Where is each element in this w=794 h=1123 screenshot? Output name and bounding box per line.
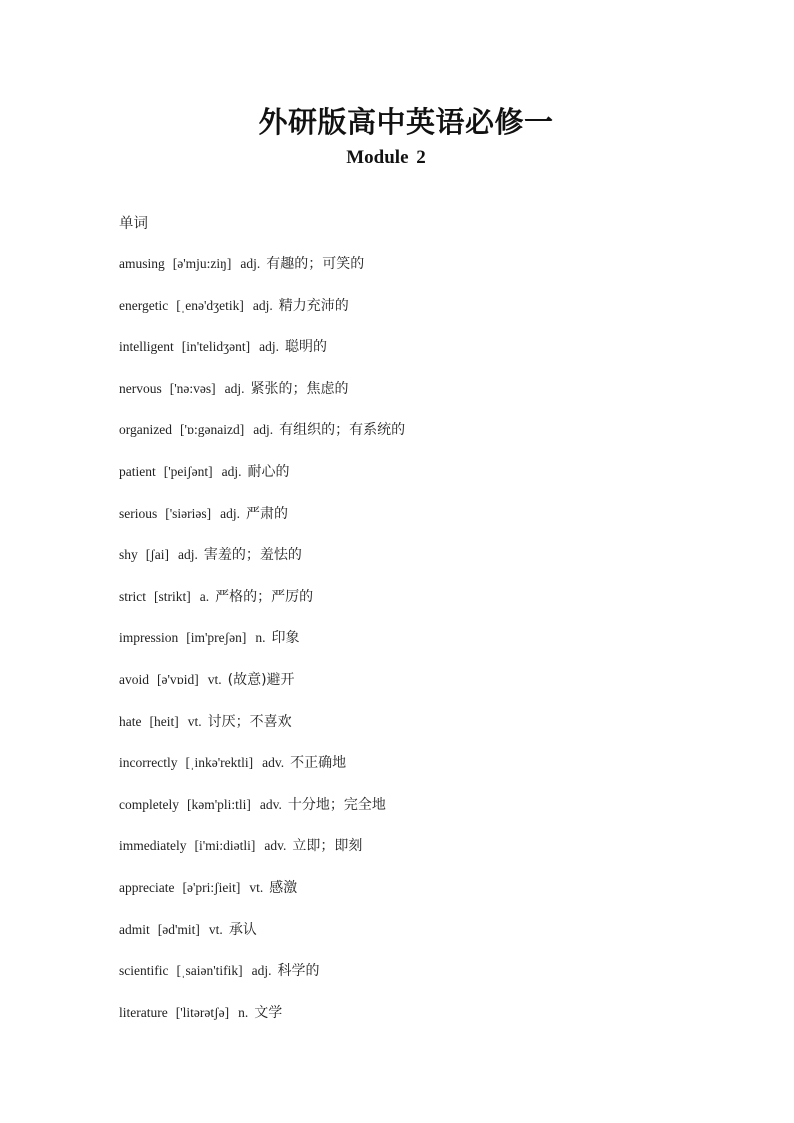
vocab-phonetic: [ˌsaiən'tifik] <box>176 963 243 979</box>
vocab-meaning: 印象 <box>271 630 300 647</box>
vocab-phonetic: [heit] <box>149 713 179 729</box>
vocab-part-of-speech: vt. <box>187 713 202 729</box>
vocab-meaning: (故意)避开 <box>227 671 295 688</box>
vocab-meaning: 承认 <box>228 921 257 938</box>
vocab-word: literature <box>119 1004 168 1020</box>
vocab-word: nervous <box>119 380 162 396</box>
vocab-meaning: 有组织的；有系统的 <box>279 422 406 439</box>
vocab-entry <box>119 296 405 338</box>
vocabulary-list <box>119 254 405 1044</box>
vocab-word: patient <box>119 463 156 479</box>
vocab-entry <box>119 712 405 754</box>
vocab-word: immediately <box>119 838 187 854</box>
vocab-word: avoid <box>119 671 149 687</box>
vocab-phonetic: [ʃai] <box>145 547 169 563</box>
vocab-part-of-speech: adv. <box>262 755 285 771</box>
vocab-part-of-speech: adj. <box>224 380 245 396</box>
vocab-part-of-speech: adj. <box>220 505 241 521</box>
vocab-phonetic: [in'telidʒənt] <box>181 339 251 355</box>
vocab-entry <box>119 753 405 795</box>
vocab-word: shy <box>119 547 138 563</box>
vocab-meaning: 讨厌；不喜欢 <box>207 713 292 730</box>
vocab-entry <box>119 587 405 629</box>
vocab-phonetic: [im'preʃən] <box>186 630 247 646</box>
vocab-part-of-speech: n. <box>238 1004 249 1020</box>
vocab-phonetic: [ə'mju:ziŋ] <box>172 256 232 271</box>
vocab-part-of-speech: adj. <box>240 256 261 271</box>
vocab-meaning: 立即；即刻 <box>292 838 363 855</box>
vocab-entry <box>119 420 405 462</box>
vocab-phonetic: ['siəriəs] <box>165 505 212 521</box>
vocab-meaning: 感激 <box>269 879 298 896</box>
vocab-part-of-speech: adv. <box>264 838 287 854</box>
vocab-part-of-speech: adj. <box>259 339 280 355</box>
vocab-phonetic: [i'mi:diətli] <box>194 838 256 854</box>
vocab-word: organized <box>119 422 172 438</box>
vocab-entry <box>119 545 405 587</box>
vocab-part-of-speech: vt. <box>207 671 222 687</box>
vocab-meaning: 聪明的 <box>285 339 328 356</box>
vocab-word: admit <box>119 921 150 937</box>
vocab-word: completely <box>119 796 179 812</box>
document-title: 外研版高中英语必修一 <box>258 105 554 139</box>
vocab-part-of-speech: n. <box>255 630 266 646</box>
vocab-meaning: 害羞的；羞怯的 <box>203 547 302 564</box>
vocab-meaning: 耐心的 <box>247 463 290 480</box>
vocab-entry <box>119 920 405 962</box>
vocab-word: intelligent <box>119 339 174 355</box>
vocab-entry <box>119 961 405 1003</box>
vocab-entry <box>119 504 405 546</box>
vocab-word: amusing <box>119 256 165 271</box>
vocab-entry <box>119 670 405 712</box>
vocab-phonetic: [ə'pri:ʃieit] <box>182 879 241 895</box>
vocab-part-of-speech: adj. <box>221 463 242 479</box>
vocab-phonetic: ['litərətʃə] <box>175 1004 230 1020</box>
vocab-phonetic: [strikt] <box>154 588 191 604</box>
vocab-part-of-speech: a. <box>199 588 210 604</box>
vocab-phonetic: [əd'mit] <box>157 921 200 937</box>
vocab-word: hate <box>119 713 142 729</box>
vocab-phonetic: ['peiʃənt] <box>163 463 213 479</box>
vocab-part-of-speech: adj. <box>252 297 273 313</box>
vocab-entry <box>119 254 405 296</box>
vocab-part-of-speech: adj. <box>178 547 198 563</box>
vocab-phonetic: [ə'vɒid] <box>157 671 199 687</box>
vocab-part-of-speech: adj. <box>251 963 272 979</box>
vocab-word: incorrectly <box>119 755 178 771</box>
vocab-meaning: 科学的 <box>277 963 320 980</box>
vocab-word: impression <box>119 630 179 646</box>
vocab-entry <box>119 379 405 421</box>
vocab-meaning: 十分地；完全地 <box>287 796 386 813</box>
vocab-word: strict <box>119 588 146 604</box>
module-subtitle: Module 2 <box>346 147 426 168</box>
vocab-part-of-speech: adv. <box>259 796 282 812</box>
vocab-word: appreciate <box>119 879 175 895</box>
vocab-meaning: 严格的；严厉的 <box>215 588 314 605</box>
vocab-word: energetic <box>119 297 169 313</box>
vocab-phonetic: ['ɒ:gənaizd] <box>179 422 245 438</box>
vocab-part-of-speech: adj. <box>253 422 274 438</box>
vocab-meaning: 有趣的；可笑的 <box>266 256 365 272</box>
vocab-entry <box>119 836 405 878</box>
vocab-word: scientific <box>119 963 169 979</box>
vocab-word: serious <box>119 505 158 521</box>
vocab-entry <box>119 878 405 920</box>
vocab-part-of-speech: vt. <box>249 879 264 895</box>
vocab-meaning: 不正确地 <box>290 755 347 772</box>
vocab-entry <box>119 795 405 837</box>
vocab-meaning: 文学 <box>254 1004 283 1021</box>
section-heading: 单词 <box>119 216 148 232</box>
vocab-meaning: 精力充沛的 <box>278 297 349 314</box>
vocab-phonetic: ['nə:vəs] <box>169 380 216 396</box>
vocab-entry <box>119 337 405 379</box>
vocab-entry <box>119 628 405 670</box>
vocab-meaning: 紧张的；焦虑的 <box>250 380 349 397</box>
vocab-entry <box>119 1003 405 1045</box>
vocab-phonetic: [ˌinkə'rektli] <box>185 755 254 771</box>
vocab-phonetic: [ˌenə'dʒetik] <box>176 297 244 313</box>
vocab-part-of-speech: vt. <box>208 921 223 937</box>
vocab-entry <box>119 462 405 504</box>
vocab-phonetic: [kəm'pli:tli] <box>186 796 251 812</box>
vocab-meaning: 严肃的 <box>246 505 289 522</box>
